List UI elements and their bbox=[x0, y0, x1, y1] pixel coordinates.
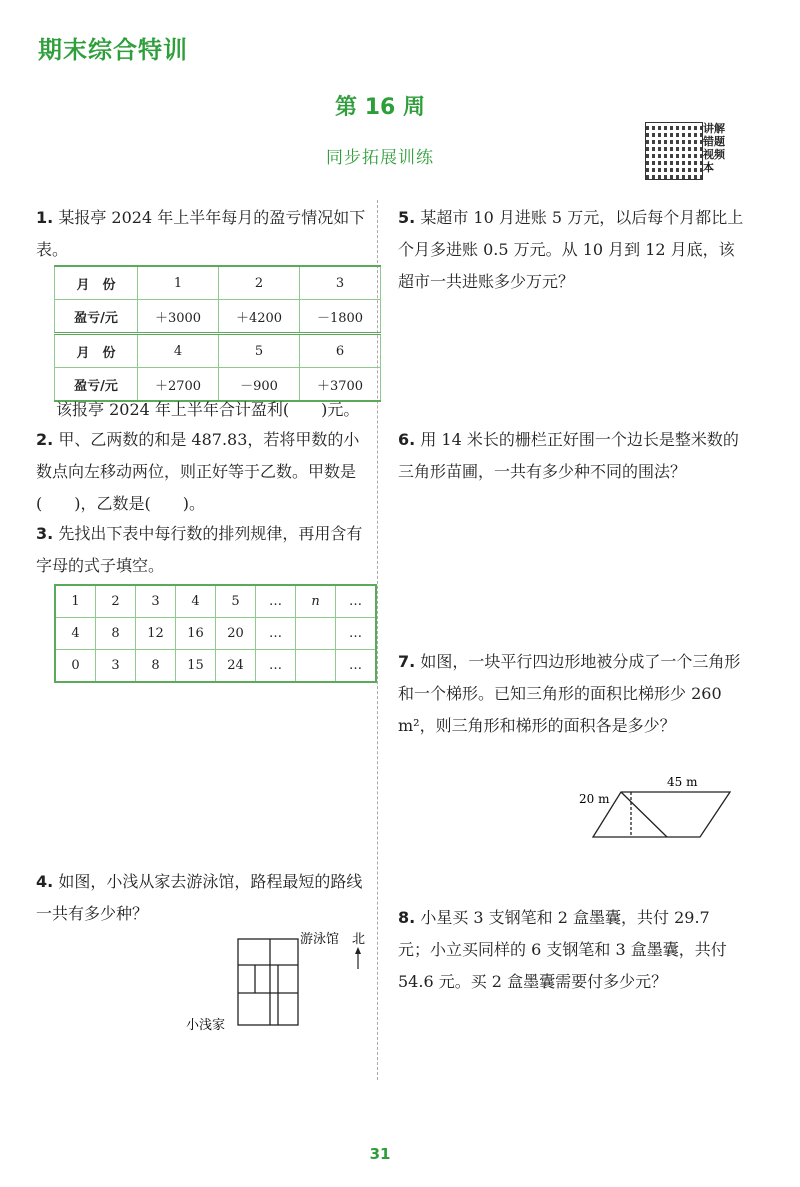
question-number: 4. bbox=[36, 872, 54, 891]
question-text: 如图，一块平行四边形地被分成了一个三角形和一个梯形。已知三角形的面积比梯形少 260 m²，则三角形和梯形的面积各是多少？ bbox=[398, 652, 741, 735]
question-number: 2. bbox=[36, 430, 54, 449]
label-45m: 45 m bbox=[667, 775, 698, 789]
subtitle: 同步拓展训练 bbox=[326, 148, 434, 168]
q1-answer: 该报亭 2024 年上半年合计盈利( )元。 bbox=[56, 400, 360, 419]
question-number: 8. bbox=[398, 908, 416, 927]
label-home: 小浅家 bbox=[186, 1018, 226, 1033]
question-number: 5. bbox=[398, 208, 416, 227]
pattern-table: 1 2 3 4 5 … n … 4 8 12 16 20 … … 0 3 8 15 24 … … bbox=[54, 584, 377, 683]
table-header: 盈亏/元 bbox=[55, 300, 138, 334]
table-header: 月 份 bbox=[55, 266, 138, 300]
qr-label: 讲解错题视频本 bbox=[703, 122, 725, 174]
question-text: 甲、乙两数的和是 487.83，若将甲数的小数点向左移动两位，则正好等于乙数。甲数是( )，乙数是( )。 bbox=[36, 430, 360, 513]
question-1 bbox=[36, 202, 372, 266]
question-5 bbox=[398, 202, 746, 298]
question-8 bbox=[398, 902, 746, 998]
question-number: 7. bbox=[398, 652, 416, 671]
table-header: 盈亏/元 bbox=[55, 368, 138, 402]
table-header: 月 份 bbox=[55, 334, 138, 368]
week-title: 第 16 周 bbox=[335, 95, 425, 120]
question-text: 先找出下表中每行数的排列规律，再用含有字母的式子填空。 bbox=[36, 524, 363, 575]
page-number: 31 bbox=[369, 1145, 391, 1163]
question-3 bbox=[36, 518, 372, 582]
label-20m: 20 m bbox=[579, 792, 610, 806]
question-text: 某超市 10 月进账 5 万元，以后每个月都比上个月多进账 0.5 万元。从 10 月到 12 月底，该超市一共进账多少万元？ bbox=[398, 208, 744, 291]
label-pool: 游泳馆 bbox=[300, 932, 340, 947]
question-7 bbox=[398, 646, 746, 742]
qr-code-icon[interactable] bbox=[645, 122, 703, 180]
section-title: 期末综合特训 bbox=[38, 36, 188, 64]
question-number: 6. bbox=[398, 430, 416, 449]
profit-table: 月 份 1 2 3 盈亏/元 ＋3000 ＋4200 －1800 月 份 4 5 6 盈亏/元 ＋2700 －900 ＋3700 bbox=[54, 265, 381, 402]
parallelogram-diagram bbox=[575, 770, 740, 840]
question-6 bbox=[398, 424, 746, 488]
question-text: 某报亭 2024 年上半年每月的盈亏情况如下表。 bbox=[36, 208, 366, 259]
question-text: 如图，小浅从家去游泳馆，路程最短的路线一共有多少种？ bbox=[36, 872, 363, 923]
question-2 bbox=[36, 424, 372, 520]
question-number: 1. bbox=[36, 208, 54, 227]
route-diagram bbox=[180, 925, 380, 1040]
label-north: 北 bbox=[352, 932, 366, 947]
question-text: 小星买 3 支钢笔和 2 盒墨囊，共付 29.7 元；小立买同样的 6 支钢笔和 3 盒墨囊，共付 54.6 元。买 2 盒墨囊需要付多少元？ bbox=[398, 908, 727, 991]
question-text: 用 14 米长的栅栏正好围一个边长是整米数的三角形苗圃，一共有多少种不同的围法？ bbox=[398, 430, 739, 481]
question-4 bbox=[36, 866, 372, 930]
question-number: 3. bbox=[36, 524, 54, 543]
